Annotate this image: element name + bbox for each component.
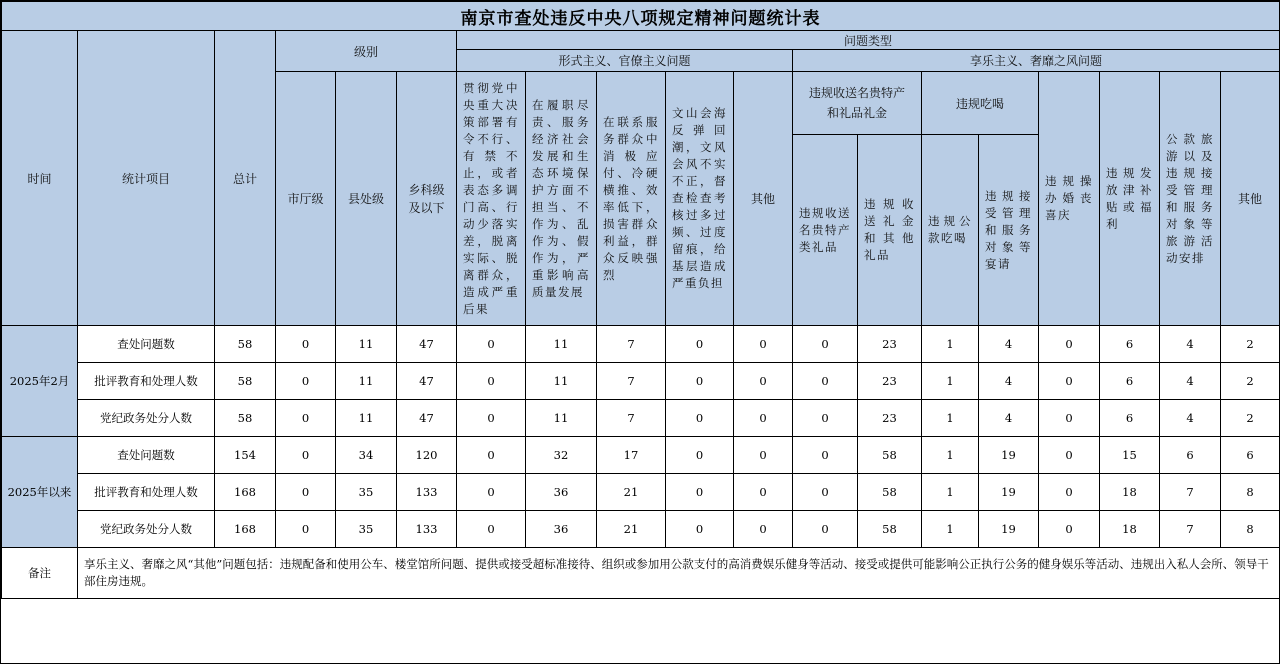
cell: 35 xyxy=(336,511,397,548)
cell: 7 xyxy=(1160,474,1221,511)
table-row xyxy=(2,400,1280,437)
cell: 0 xyxy=(666,511,734,548)
cell: 0 xyxy=(457,437,526,474)
cell: 11 xyxy=(336,326,397,363)
cell: 0 xyxy=(1039,511,1100,548)
header-level: 级别 xyxy=(276,31,457,72)
header-formalism-3-text: 在联系服务群众中消极应付、冷硬横推、效率低下，损害群众利益，群众反映强烈 xyxy=(603,114,659,282)
header-eat-banquet-text: 违规接受管理和服务对象等宴请 xyxy=(985,188,1032,271)
cell: 47 xyxy=(397,326,457,363)
cell: 11 xyxy=(526,326,597,363)
header-eat-public-text: 违规公款吃喝 xyxy=(928,214,972,245)
cell: 0 xyxy=(734,363,793,400)
cell: 23 xyxy=(858,363,922,400)
cell: 0 xyxy=(793,326,858,363)
cell: 0 xyxy=(793,437,858,474)
header-travel xyxy=(1160,72,1221,326)
cell: 11 xyxy=(526,363,597,400)
cell: 1 xyxy=(922,363,979,400)
table-row xyxy=(2,511,1280,548)
cell: 0 xyxy=(457,400,526,437)
cell: 0 xyxy=(1039,474,1100,511)
header-formalism-4-text: 文山会海反弹回潮，文风会风不实不正，督查检查考核过多过频、过度留痕，给基层造成严重负担 xyxy=(672,106,727,290)
cell: 4 xyxy=(979,326,1039,363)
row-item: 党纪政务处分人数 xyxy=(78,400,215,437)
header-formalism: 形式主义、官僚主义问题 xyxy=(457,50,793,72)
cell: 0 xyxy=(1039,400,1100,437)
table-row xyxy=(2,326,1280,363)
header-formalism-3 xyxy=(597,72,666,326)
cell: 0 xyxy=(666,363,734,400)
period-label: 2025年2月 xyxy=(2,326,78,437)
header-wedding-text: 违规操办婚丧喜庆 xyxy=(1045,174,1093,222)
header-formalism-2 xyxy=(526,72,597,326)
header-formalism-1 xyxy=(457,72,526,326)
header-level-city: 市厅级 xyxy=(276,72,336,326)
header-wedding xyxy=(1039,72,1100,326)
header-level-county: 县处级 xyxy=(336,72,397,326)
header-formalism-other: 其他 xyxy=(734,72,793,326)
cell: 23 xyxy=(858,400,922,437)
cell: 47 xyxy=(397,400,457,437)
header-formalism-1-text: 贯彻党中央重大决策部署有令不行、有禁不止，或者表态多调门高、行动少落实差，脱离实际、脱离群众，造成严重后果 xyxy=(463,80,519,316)
cell: 36 xyxy=(526,511,597,548)
cell: 58 xyxy=(215,363,276,400)
header-subsidy xyxy=(1100,72,1160,326)
header-eat-banquet xyxy=(979,135,1039,326)
cell: 0 xyxy=(457,474,526,511)
cell: 2 xyxy=(1221,400,1280,437)
cell: 0 xyxy=(276,326,336,363)
cell: 0 xyxy=(457,363,526,400)
header-eat-public xyxy=(922,135,979,326)
cell: 0 xyxy=(666,437,734,474)
cell: 1 xyxy=(922,511,979,548)
cell: 58 xyxy=(215,400,276,437)
cell: 0 xyxy=(793,474,858,511)
cell: 0 xyxy=(276,474,336,511)
cell: 0 xyxy=(457,326,526,363)
cell: 0 xyxy=(793,363,858,400)
row-item: 批评教育和处理人数 xyxy=(78,474,215,511)
cell: 154 xyxy=(215,437,276,474)
table-body xyxy=(2,326,1280,599)
cell: 19 xyxy=(979,437,1039,474)
cell: 6 xyxy=(1221,437,1280,474)
cell: 0 xyxy=(276,363,336,400)
cell: 0 xyxy=(734,437,793,474)
cell: 19 xyxy=(979,474,1039,511)
note-row xyxy=(2,548,1280,599)
header-item-label: 统计项目 xyxy=(121,171,170,186)
header-item xyxy=(78,31,215,326)
header-time-label: 时间 xyxy=(27,171,52,186)
cell: 11 xyxy=(526,400,597,437)
cell: 21 xyxy=(597,474,666,511)
header-total xyxy=(215,31,276,326)
header-gift-money-text: 违规收送礼金和其他礼品 xyxy=(864,197,915,262)
cell: 168 xyxy=(215,511,276,548)
table-row xyxy=(2,363,1280,400)
cell: 1 xyxy=(922,474,979,511)
cell: 23 xyxy=(858,326,922,363)
cell: 6 xyxy=(1100,363,1160,400)
cell: 0 xyxy=(1039,326,1100,363)
cell: 7 xyxy=(597,326,666,363)
cell: 4 xyxy=(979,400,1039,437)
cell: 0 xyxy=(276,511,336,548)
table-row xyxy=(2,474,1280,511)
header-gift-group-label: 违规收送名贵特产和礼品礼金 xyxy=(809,86,906,120)
cell: 0 xyxy=(734,400,793,437)
cell: 0 xyxy=(666,474,734,511)
cell: 58 xyxy=(858,474,922,511)
cell: 2 xyxy=(1221,363,1280,400)
header-formalism-4 xyxy=(666,72,734,326)
cell: 7 xyxy=(1160,511,1221,548)
cell: 15 xyxy=(1100,437,1160,474)
cell: 58 xyxy=(215,326,276,363)
header-problem-type: 问题类型 xyxy=(457,31,1280,50)
cell: 32 xyxy=(526,437,597,474)
cell: 35 xyxy=(336,474,397,511)
note-label: 备注 xyxy=(2,548,78,599)
row-item: 党纪政务处分人数 xyxy=(78,511,215,548)
header-hedonism: 享乐主义、奢靡之风问题 xyxy=(793,50,1280,72)
cell: 36 xyxy=(526,474,597,511)
cell: 18 xyxy=(1100,474,1160,511)
cell: 0 xyxy=(793,400,858,437)
cell: 11 xyxy=(336,363,397,400)
cell: 4 xyxy=(1160,400,1221,437)
cell: 7 xyxy=(597,363,666,400)
cell: 7 xyxy=(597,400,666,437)
note-text: 享乐主义、奢靡之风“其他”问题包括：违规配备和使用公车、楼堂馆所问题、提供或接受超标准接待、组织或参加用公款支付的高消费娱乐健身等活动、接受或提供可能影响公正执行公务的健身娱乐等活动、违规出入私人会所、领导干部住房违规。 xyxy=(78,548,1280,599)
cell: 0 xyxy=(734,511,793,548)
cell: 17 xyxy=(597,437,666,474)
cell: 6 xyxy=(1100,326,1160,363)
header-level-township xyxy=(397,72,457,326)
cell: 4 xyxy=(979,363,1039,400)
row-item: 批评教育和处理人数 xyxy=(78,363,215,400)
cell: 0 xyxy=(1039,363,1100,400)
cell: 0 xyxy=(666,400,734,437)
cell: 133 xyxy=(397,474,457,511)
cell: 2 xyxy=(1221,326,1280,363)
cell: 0 xyxy=(276,437,336,474)
header-gift-specialty xyxy=(793,135,858,326)
header-travel-text: 公款旅游以及违规接受管理和服务对象等旅游活动安排 xyxy=(1166,131,1214,265)
cell: 0 xyxy=(457,511,526,548)
cell: 58 xyxy=(858,511,922,548)
cell: 4 xyxy=(1160,326,1221,363)
cell: 0 xyxy=(666,326,734,363)
cell: 168 xyxy=(215,474,276,511)
cell: 120 xyxy=(397,437,457,474)
cell: 0 xyxy=(1039,437,1100,474)
cell: 0 xyxy=(793,511,858,548)
cell: 8 xyxy=(1221,511,1280,548)
header-time xyxy=(2,31,78,326)
header-gift-group xyxy=(793,72,922,135)
cell: 34 xyxy=(336,437,397,474)
header-hedonism-other: 其他 xyxy=(1221,72,1280,326)
header-gift-specialty-text: 违规收送名贵特产类礼品 xyxy=(799,205,851,254)
header-subsidy-text: 违规发放津补贴或福利 xyxy=(1106,165,1153,231)
table-title: 南京市查处违反中央八项规定精神问题统计表 xyxy=(2,2,1280,31)
cell: 0 xyxy=(734,326,793,363)
cell: 11 xyxy=(336,400,397,437)
cell: 1 xyxy=(922,326,979,363)
row-item: 查处问题数 xyxy=(78,437,215,474)
cell: 6 xyxy=(1100,400,1160,437)
cell: 1 xyxy=(922,437,979,474)
header-gift-money xyxy=(858,135,922,326)
header-formalism-2-text: 在履职尽责、服务经济社会发展和生态环境保护方面不担当、不作为、乱作为、假作为，严重影响高质量发展 xyxy=(532,97,590,299)
cell: 0 xyxy=(276,400,336,437)
cell: 58 xyxy=(858,437,922,474)
cell: 19 xyxy=(979,511,1039,548)
header-eat-group: 违规吃喝 xyxy=(922,72,1039,135)
table-row xyxy=(2,437,1280,474)
cell: 21 xyxy=(597,511,666,548)
cell: 8 xyxy=(1221,474,1280,511)
cell: 6 xyxy=(1160,437,1221,474)
row-item: 查处问题数 xyxy=(78,326,215,363)
cell: 1 xyxy=(922,400,979,437)
cell: 47 xyxy=(397,363,457,400)
header-level-township-label: 乡科级及以下 xyxy=(408,182,445,215)
cell: 4 xyxy=(1160,363,1221,400)
cell: 0 xyxy=(734,474,793,511)
cell: 18 xyxy=(1100,511,1160,548)
cell: 133 xyxy=(397,511,457,548)
header-total-label: 总计 xyxy=(232,171,257,186)
period-label: 2025年以来 xyxy=(2,437,78,548)
statistics-table xyxy=(1,1,1280,599)
